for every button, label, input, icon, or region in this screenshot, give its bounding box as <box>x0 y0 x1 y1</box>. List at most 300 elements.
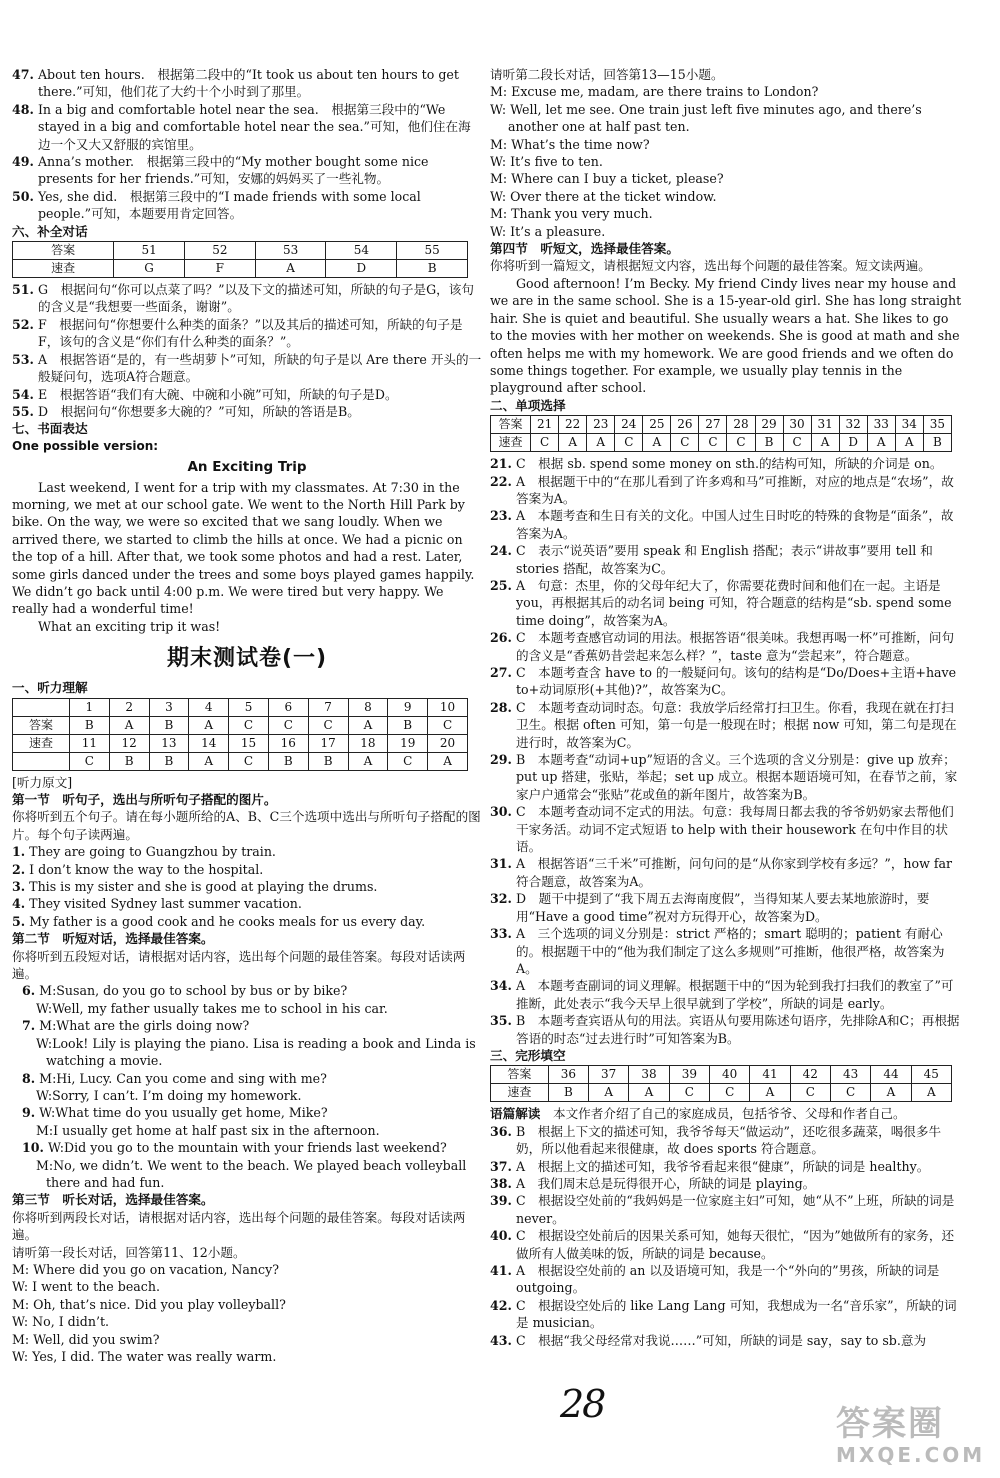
table-cell: A <box>750 1084 790 1102</box>
dialog-line: W: I went to the beach. <box>12 1279 160 1295</box>
table-cell: 12 <box>109 734 149 752</box>
part4-instruction: 你将听到一篇短文，请根据短文内容，选出每个问题的最佳答案。短文读两遍。 <box>490 258 931 274</box>
item-number: 32. <box>490 891 512 907</box>
dialog-text: W:Well, my father usually takes me to school in his car. <box>36 1000 388 1016</box>
dialog-line <box>12 1035 482 1070</box>
table-cell: A <box>109 716 149 734</box>
answer-table-36-45 <box>490 1065 952 1102</box>
dialog-text: W:Look! Lily is playing the piano. Lisa is reading a book and Linda is watching a movie. <box>36 1035 476 1069</box>
passage-interpretation <box>490 1105 962 1122</box>
item-number: 8. <box>22 1070 36 1086</box>
table-cell: C <box>308 716 348 734</box>
dialog-line: W: No, I didn’t. <box>12 1314 110 1330</box>
answer-item <box>490 1192 962 1227</box>
item-number: 26. <box>490 630 512 646</box>
dialog-text: M:Susan, do you go to school by bus or by bike? <box>39 983 348 999</box>
item-text: A 根据题干中的“在那儿看到了许多鸡和马”可推断，对应的地点是“农场”，故答案为A。 <box>515 473 954 506</box>
section-heading-7: 七、书面表达 <box>12 421 88 437</box>
table-cell: C <box>710 1084 750 1102</box>
passage-note: 本文作者介绍了自己的家庭成员，包括爷爷、父母和作者自己。 <box>552 1106 906 1122</box>
table-cell: F <box>184 260 255 278</box>
item-text: In a big and comfortable hotel near the sea. 根据第三段中的“We stayed in a big and comfortable hotel near the sea.”可知，他们住在海边一个又大又舒服的宾馆里。 <box>37 101 471 152</box>
item-text: A 我们周末总是玩得很开心，所缺的词是 playing。 <box>515 1175 816 1191</box>
part3-question: 请听第一段长对话，回答第11、12小题。 <box>12 1244 246 1260</box>
answer-item <box>12 101 482 153</box>
table-cell: 29 <box>755 416 783 434</box>
table-cell: A <box>189 752 229 770</box>
part4-heading: 第四节 听短文，选择最佳答案。 <box>490 241 679 257</box>
item-text: C 根据设空处前的“我妈妈是一位家庭主妇”可知，她“从不”上班，所缺的词是 never。 <box>515 1193 955 1226</box>
answer-item <box>490 1012 962 1047</box>
item-number: 22. <box>490 473 512 489</box>
item-number: 1. <box>12 844 26 860</box>
table-cell: 答案 <box>13 242 114 260</box>
dialog-line: W: Over there at the ticket window. <box>490 188 717 204</box>
answer-table-51-55 <box>12 241 468 278</box>
exam-title: 期末测试卷(一) <box>166 646 328 672</box>
table-cell: C <box>783 434 811 452</box>
table-cell: 19 <box>388 734 428 752</box>
answer-item <box>12 351 482 386</box>
table-cell: 25 <box>643 416 671 434</box>
dialog-text: W:What time do you usually get home, Mike? <box>39 1105 328 1121</box>
item-text: Anna’s mother. 根据第三段中的“My mother bought some nice presents for her friends.”可知，安娜的妈妈买了一些礼物。 <box>37 154 429 187</box>
item-text: A 三个选项的词义分别是：strict 严格的；smart 聪明的；patient 有耐心的。根据题干中的“他为我们制定了这么多规则”可推断，他很严格，故答案为A。 <box>515 926 945 976</box>
table-cell: C <box>268 716 308 734</box>
table-cell: 1 <box>69 698 109 716</box>
answer-items-51-55 <box>12 281 482 420</box>
table-cell: A <box>643 434 671 452</box>
item-text: C 根据设空处后的 like Lang Lang 可知，我想成为一名“音乐家”，所缺的词是 musician。 <box>515 1297 957 1331</box>
dialog-text: W:Did you go to the mountain with your friends last weekend? <box>47 1140 447 1156</box>
item-number: 55. <box>12 403 34 419</box>
table-cell: 54 <box>326 242 397 260</box>
table-cell: B <box>548 1084 588 1102</box>
table-cell: 21 <box>531 416 559 434</box>
dialog-line: M: Where did you go on vacation, Nancy? <box>12 1261 279 1277</box>
table-cell: 51 <box>114 242 185 260</box>
table-cell: 5 <box>229 698 269 716</box>
answer-item <box>12 895 482 912</box>
table-cell: A <box>867 434 895 452</box>
table-cell: C <box>229 752 269 770</box>
table-cell: 43 <box>830 1066 870 1084</box>
item-number: 49. <box>12 154 34 170</box>
answer-item <box>490 1123 962 1158</box>
part2-items <box>12 982 482 1191</box>
item-text: C 本题考查动词不定式的用法。句意：我每周日都去我的爷爷奶奶家去帮他们干家务活。动词不定式短语 to help with their housework 在句中作目的状语。 <box>515 804 954 855</box>
item-text: A 根据答语“三千米”可推断，问句问的是“从你家到学校有多远？”，how far 符合题意，故答案为A。 <box>515 856 953 889</box>
table-cell: B <box>923 434 951 452</box>
part2-instruction: 你将听到五段短对话，请根据对话内容，选出每个问题的最佳答案。每段对话读两遍。 <box>12 948 466 982</box>
answer-table-1-20 <box>12 698 468 771</box>
item-number: 30. <box>490 804 512 820</box>
table-row <box>13 752 468 770</box>
answer-item <box>12 878 482 895</box>
table-cell: C <box>699 434 727 452</box>
table-cell: A <box>911 1084 951 1102</box>
table-cell: 55 <box>397 242 468 260</box>
item-number: 21. <box>490 456 512 472</box>
item-text: B 本题考查宾语从句的用法。宾语从句要用陈述句语序，先排除A和C；再根据答语的时态“过去进行时”可知答案为B。 <box>515 1013 960 1046</box>
table-row <box>13 242 468 260</box>
item-number: 9. <box>22 1105 36 1121</box>
table-cell: 40 <box>710 1066 750 1084</box>
item-number: 31. <box>490 856 512 872</box>
item-number: 10. <box>22 1140 44 1156</box>
table-row <box>491 1066 952 1084</box>
item-text: C 表示“说英语”要用 speak 和 English 搭配；表示“讲故事”要用 tell 和 stories 搭配，故答案为C。 <box>515 543 933 576</box>
answer-item <box>490 1297 962 1332</box>
table-cell: 18 <box>348 734 388 752</box>
item-text: G 根据问句“你可以点菜了吗？”以及下文的描述可知，所缺的句子是G，该句的含义是“我想要一些面条，谢谢”。 <box>37 282 474 315</box>
table-cell: 答案 <box>491 416 531 434</box>
item-number: 24. <box>490 543 512 559</box>
dialog-line: M: Oh, that’s nice. Did you play volleyball? <box>12 1296 286 1312</box>
table-cell: B <box>755 434 783 452</box>
dialog-line: W: It’s five to ten. <box>490 154 603 170</box>
item-number: 5. <box>12 913 26 929</box>
item-number: 35. <box>490 1013 512 1029</box>
left-column <box>12 66 482 1365</box>
part3-question-2: 请听第二段长对话，回答第13—15小题。 <box>490 67 724 82</box>
section-heading-3: 三、完形填空 <box>490 1047 566 1063</box>
part1-instruction: 你将听到五个句子。请在每小题所给的A、B、C三个选项中选出与所听句子搭配的图片。每个句子读两遍。 <box>12 809 481 842</box>
table-row <box>491 416 952 434</box>
table-cell: 28 <box>727 416 755 434</box>
table-cell: 13 <box>149 734 189 752</box>
table-cell: C <box>531 434 559 452</box>
table-cell: A <box>811 434 839 452</box>
item-number: 33. <box>490 926 512 942</box>
part2-heading: 第二节 听短对话，选择最佳答案。 <box>12 931 214 947</box>
item-number: 54. <box>12 386 34 402</box>
answer-item <box>12 316 482 351</box>
table-cell: 42 <box>790 1066 830 1084</box>
table-cell: C <box>830 1084 870 1102</box>
dialog-2 <box>490 83 962 240</box>
answer-item <box>490 1175 962 1192</box>
dialog-line <box>12 1070 482 1087</box>
passage-label: 语篇解读 <box>490 1106 541 1122</box>
answer-item <box>490 507 962 542</box>
dialog-line <box>12 1087 482 1104</box>
item-number: 27. <box>490 665 512 680</box>
item-number: 41. <box>490 1263 512 1278</box>
table-cell: C <box>727 434 755 452</box>
item-text: E 根据答语“我们有大碗、中碗和小碗”可知，所缺的句子是D。 <box>37 386 398 402</box>
watermark-line1: 答案圈 <box>836 1404 944 1444</box>
answer-item <box>490 925 962 977</box>
item-text: They are going to Guangzhou by train. <box>29 844 276 860</box>
item-number: 25. <box>490 577 512 593</box>
item-text: C 本题考查感官动词的用法。根据答语“很美味。我想再喝一杯”可推断，问句的含义是“香蕉奶昔尝起来怎么样？”，taste 意为“尝起来”，符合题意。 <box>515 630 955 663</box>
dialog-line <box>12 1104 482 1121</box>
section-heading-6: 六、补全对话 <box>12 223 88 239</box>
dialog-line: W: Well, let me see. One train just left five minutes ago, and there’s another one at half past ten. <box>490 101 922 135</box>
dialog-line: W: It’s a pleasure. <box>490 223 606 239</box>
item-text: D 题干中提到了“我下周五去海南度假”，当得知某人要去某地旅游时，要用“Have a good time”祝对方玩得开心，故答案为D。 <box>515 891 930 924</box>
answer-item <box>490 1227 962 1262</box>
dialog-line <box>12 1122 482 1139</box>
answer-item <box>490 542 962 577</box>
listening-passage: Good afternoon! I’m Becky. My friend Cindy lives near my house and we are in the same school. She is a 15-year-old girl. She has long straight hair. She is quiet and beautiful. She usually wears a hat. She likes to go to the movies with her mother on weekends. She is good at math and she often helps me with my homework. We are good friends and we often do some things together. For example, we usually play tennis in the playground after school. <box>490 275 962 396</box>
item-number: 37. <box>490 1158 512 1174</box>
table-cell: B <box>397 260 468 278</box>
dialog-line <box>12 1139 482 1156</box>
item-text: This is my sister and she is good at playing the drums. <box>29 879 378 895</box>
table-cell: A <box>348 752 388 770</box>
section-heading-1: 一、听力理解 <box>12 680 88 696</box>
item-number: 29. <box>490 752 512 768</box>
table-cell: A <box>255 260 326 278</box>
dialog-text: M:No, we didn’t. We went to the beach. We played beach volleyball there and had fun. <box>36 1157 467 1190</box>
item-text: A 本题考查副词的词义理解。根据题干中的“因为轮到我打扫我们的教室了”可推断，此处表示“我今天早上很早就到了学校”，所缺的词是 early。 <box>515 978 954 1011</box>
answer-item <box>490 751 962 803</box>
table-cell: B <box>109 752 149 770</box>
watermark-logo <box>836 1404 986 1474</box>
table-cell: A <box>348 716 388 734</box>
item-number: 43. <box>490 1332 512 1348</box>
item-number: 28. <box>490 699 512 715</box>
table-cell: C <box>669 1084 709 1102</box>
table-cell: B <box>268 752 308 770</box>
table-cell: 33 <box>867 416 895 434</box>
item-number: 47. <box>12 67 34 82</box>
answer-item <box>490 1158 962 1175</box>
item-number: 48. <box>12 101 34 117</box>
item-text: F 根据问句“你想要什么种类的面条？”以及其后的描述可知，所缺的句子是F，该句的含义是“你们有什么种类的面条？”。 <box>37 316 463 350</box>
item-number: 2. <box>12 861 26 877</box>
part3-heading: 第三节 听长对话，选择最佳答案。 <box>12 1192 214 1208</box>
table-row <box>13 698 468 716</box>
table-row <box>13 716 468 734</box>
table-cell: 30 <box>783 416 811 434</box>
listening-original-label: [听力原文] <box>12 774 73 790</box>
answer-item <box>490 890 962 925</box>
answer-item <box>12 861 482 878</box>
table-cell: 速查 <box>491 1084 549 1102</box>
table-cell: A <box>871 1084 911 1102</box>
table-cell: 32 <box>839 416 867 434</box>
dialog-1 <box>12 1261 482 1365</box>
table-cell: B <box>308 752 348 770</box>
item-text: C 根据“我父母经常对我说……”可知，所缺的词是 say，say to sb.意为 <box>515 1332 927 1348</box>
table-cell: C <box>388 752 428 770</box>
essay-paragraph: What an exciting trip it was! <box>38 618 221 634</box>
item-number: 23. <box>490 508 512 524</box>
table-cell: 34 <box>895 416 923 434</box>
item-number: 40. <box>490 1228 512 1244</box>
table-row <box>491 1084 952 1102</box>
table-cell: A <box>559 434 587 452</box>
item-text: C 本题考查含 have to 的一般疑问句。该句的结构是“Do/Does+主语+have to+动词原形(+其他)?”，故答案为C。 <box>515 665 957 698</box>
dialog-text: M:I usually get home at half past six in the afternoon. <box>36 1122 380 1138</box>
answer-item <box>12 913 482 930</box>
answer-item <box>490 629 962 664</box>
table-cell: 20 <box>428 734 468 752</box>
table-cell: A <box>587 434 615 452</box>
table-cell: 14 <box>189 734 229 752</box>
item-text: C 本题考查动词时态。句意：我放学后经常打扫卫生。你看，我现在就在打扫卫生。根据 often 可知，第一句是一般现在时；根据 now 可知，第二句是现在进行时，故答案为C。 <box>515 699 957 750</box>
answer-item <box>490 699 962 751</box>
answer-item <box>490 455 962 472</box>
dialog-text: M:What are the girls doing now? <box>39 1018 250 1034</box>
table-cell: 9 <box>388 698 428 716</box>
dialog-line <box>12 1157 482 1192</box>
table-cell: B <box>149 716 189 734</box>
table-row <box>491 434 952 452</box>
table-cell: A <box>629 1084 669 1102</box>
item-text: A 句意：杰里，你的父母年纪大了，你需要花费时间和他们在一起。主语是 you，再根据其后的动名词 being 可知，符合题意的结构是“sb. spend some time doing”，故答案为A。 <box>515 577 952 628</box>
table-cell: 44 <box>871 1066 911 1084</box>
table-cell: A <box>189 716 229 734</box>
dialog-line: M: Excuse me, madam, are there trains to London? <box>490 84 819 100</box>
answer-item <box>12 843 482 860</box>
essay-body <box>12 479 482 636</box>
dialog-line <box>12 1000 482 1017</box>
table-cell: C <box>69 752 109 770</box>
table-cell: 27 <box>699 416 727 434</box>
table-cell: 17 <box>308 734 348 752</box>
answer-items-36-43 <box>490 1123 962 1349</box>
answer-item <box>490 1332 962 1349</box>
table-cell: D <box>326 260 397 278</box>
answer-item <box>490 855 962 890</box>
answer-item <box>12 403 482 420</box>
dialog-text: M:Hi, Lucy. Can you come and sing with me? <box>39 1070 327 1086</box>
item-text: A 根据设空处前的 an 以及语境可知，我是一个“外向的”男孩，所缺的词是 outgoing。 <box>515 1263 940 1296</box>
answer-item <box>490 977 962 1012</box>
table-row <box>13 734 468 752</box>
item-number: 6. <box>22 983 36 999</box>
answer-table-21-35 <box>490 415 952 452</box>
right-column <box>490 66 962 1349</box>
answer-items-21-35 <box>490 455 962 1047</box>
table-cell: 4 <box>189 698 229 716</box>
dialog-line: W: Yes, I did. The water was really warm. <box>12 1349 277 1364</box>
table-cell: 31 <box>811 416 839 434</box>
essay-paragraph: Last weekend, I went for a trip with my classmates. At 7:30 in the morning, we met at our school gate. We went to the North Hill Park by bike. On the way, we were so excited that we sang loudly. When we arrived there, we started to climb the hills at once. We had a picnic on the top of a hill. After that, we took some photos and had a rest. Later, some girls danced under the trees and some boys played games happily. We didn’t go back until 4:00 p.m. We were tired but very happy. We really had a wonderful time! <box>12 479 475 617</box>
dialog-line <box>12 982 482 999</box>
item-number: 42. <box>490 1297 512 1313</box>
table-cell: 8 <box>348 698 388 716</box>
table-cell: 38 <box>629 1066 669 1084</box>
dialog-line: M: What’s the time now? <box>490 136 650 152</box>
table-cell: 2 <box>109 698 149 716</box>
table-cell: C <box>671 434 699 452</box>
possible-version-label: One possible version: <box>12 438 159 453</box>
item-text: B 根据上下文的描述可知，我爷爷每天“做运动”，还吃很多蔬菜，喝很多牛奶，所以他看起来很健康，故 does sports 符合题意。 <box>515 1123 942 1157</box>
answer-item <box>12 281 482 316</box>
item-text: About ten hours. 根据第二段中的“It took us about ten hours to get there.”可知，他们花了大约十个小时到了那里。 <box>37 67 459 100</box>
table-cell: 36 <box>548 1066 588 1084</box>
item-text: B 本题考查“动词+up”短语的含义。三个选项的含义分别是：give up 放弃；put up 搭建，张贴，举起；set up 成立。根据本题语境可知，在春节之前，家家户户通常会“张贴”花或鱼的新年图片，故答案为B。 <box>515 752 958 802</box>
answer-item <box>490 664 962 699</box>
item-text: A 本题考查和生日有关的文化。中国人过生日时吃的特殊的食物是“面条”，故答案为A。 <box>515 508 954 541</box>
table-cell: 6 <box>268 698 308 716</box>
table-cell: 52 <box>184 242 255 260</box>
table-cell: 7 <box>308 698 348 716</box>
item-text: Yes, she did. 根据第三段中的“I made friends with some local people.”可知，本题要用肯定回答。 <box>37 188 421 222</box>
item-text: I don’t know the way to the hospital. <box>29 861 264 877</box>
table-cell: 41 <box>750 1066 790 1084</box>
table-cell <box>13 752 70 770</box>
answer-item <box>12 153 482 188</box>
answer-item <box>490 473 962 508</box>
table-cell: 35 <box>923 416 951 434</box>
table-cell: 速查 <box>13 734 70 752</box>
table-cell: 答案 <box>491 1066 549 1084</box>
item-number: 52. <box>12 316 34 332</box>
item-number: 4. <box>12 896 26 912</box>
watermark-line2: MXQE.COM <box>836 1443 986 1467</box>
dialog-line: M: Well, did you swim? <box>12 1331 160 1347</box>
item-text: C 根据设空处前后的因果关系可知，她每天很忙，“因为”她做所有的家务，还做所有人做美味的饭，所缺的词是 because。 <box>515 1228 955 1261</box>
table-cell: A <box>589 1084 629 1102</box>
answer-items-47-50 <box>12 66 482 223</box>
essay-title: An Exciting Trip <box>187 459 307 476</box>
table-cell: A <box>895 434 923 452</box>
table-cell: B <box>149 752 189 770</box>
table-cell: 45 <box>911 1066 951 1084</box>
table-cell: G <box>114 260 185 278</box>
table-cell: B <box>388 716 428 734</box>
item-text: A 根据上文的描述可知，我爷爷看起来很“健康”，所缺的词是 healthy。 <box>515 1158 930 1174</box>
part3-instruction: 你将听到两段长对话，请根据对话内容，选出每个问题的最佳答案。每段对话读两遍。 <box>12 1209 466 1243</box>
item-number: 50. <box>12 188 34 204</box>
item-number: 34. <box>490 978 512 994</box>
answer-item <box>12 188 482 223</box>
table-cell: 24 <box>615 416 643 434</box>
page-number: 28 <box>560 1382 605 1426</box>
table-cell: B <box>69 716 109 734</box>
table-cell: C <box>615 434 643 452</box>
item-text: C 根据 sb. spend some money on sth.的结构可知，所缺的介词是 on。 <box>515 456 943 472</box>
dialog-text: W:Sorry, I can’t. I’m doing my homework. <box>36 1087 302 1103</box>
item-number: 53. <box>12 351 34 367</box>
item-text: A 根据答语“是的，有一些胡萝卜”可知，所缺的句子是以 Are there 开头的一般疑问句，选项A符合题意。 <box>37 351 482 385</box>
table-row <box>13 260 468 278</box>
table-cell: 53 <box>255 242 326 260</box>
table-cell: 3 <box>149 698 189 716</box>
table-cell: A <box>428 752 468 770</box>
table-cell: 39 <box>669 1066 709 1084</box>
dialog-line <box>12 1017 482 1034</box>
item-number: 39. <box>490 1193 512 1209</box>
table-cell: 11 <box>69 734 109 752</box>
item-number: 51. <box>12 282 34 298</box>
item-number: 3. <box>12 879 26 895</box>
part1-items <box>12 843 482 930</box>
part1-heading: 第一节 听句子，选出与所听句子搭配的图片。 <box>12 792 277 807</box>
dialog-line: M: Where can I buy a ticket, please? <box>490 171 724 187</box>
table-cell: C <box>229 716 269 734</box>
item-number: 38. <box>490 1175 512 1191</box>
table-cell: 15 <box>229 734 269 752</box>
answer-item <box>490 803 962 855</box>
table-cell: 10 <box>428 698 468 716</box>
item-number: 7. <box>22 1018 36 1034</box>
table-cell: C <box>790 1084 830 1102</box>
item-text: They visited Sydney last summer vacation. <box>29 896 302 912</box>
answer-item <box>12 66 482 101</box>
table-cell: 23 <box>587 416 615 434</box>
dialog-line: M: Thank you very much. <box>490 206 653 222</box>
table-cell: 速查 <box>491 434 531 452</box>
item-number: 36. <box>490 1123 512 1139</box>
table-cell: C <box>428 716 468 734</box>
